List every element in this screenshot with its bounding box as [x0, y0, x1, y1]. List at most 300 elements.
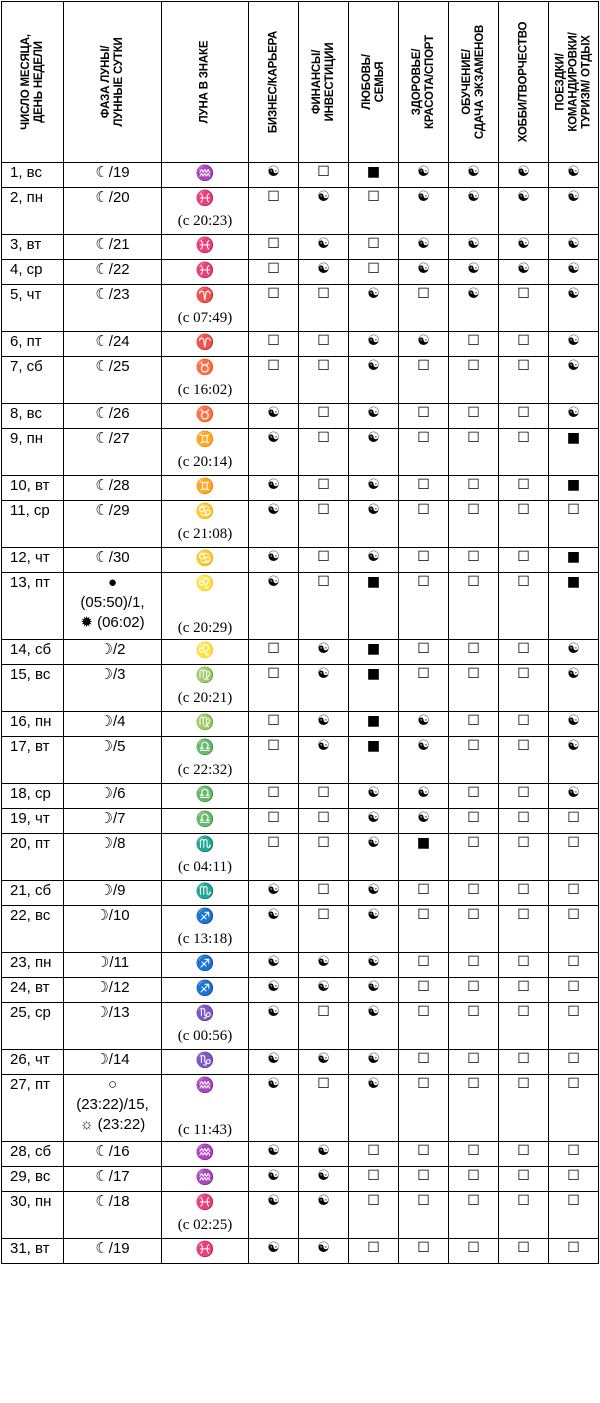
hobby-rating-cell: ☐ [499, 665, 549, 712]
study-rating-cell: ☐ [449, 1142, 499, 1167]
travel-rating-cell: ☐ [549, 1003, 599, 1050]
finance-rating-cell: ☐ [299, 881, 349, 906]
table-row [2, 1142, 599, 1167]
date-cell: 31, вт [2, 1239, 64, 1264]
business-rating-cell: ☐ [249, 357, 299, 404]
love-rating-cell: ☯ [349, 809, 399, 834]
hobby-rating-cell: ☐ [499, 332, 549, 357]
love-rating-cell: ☯ [349, 1050, 399, 1075]
zodiac-sign-cell: ♌ [162, 640, 249, 665]
moon-phase-cell: ● (05:50)/1, ✹ (06:02) [64, 573, 162, 640]
hobby-rating-cell: ☐ [499, 640, 549, 665]
calendar-body [2, 163, 599, 1264]
finance-rating-cell: ☐ [299, 906, 349, 953]
header-travel [549, 2, 599, 163]
zodiac-sign-cell: ♊ [162, 476, 249, 501]
health-rating-cell: ☐ [399, 1050, 449, 1075]
travel-rating-cell: ☐ [549, 501, 599, 548]
business-rating-cell: ☯ [249, 1003, 299, 1050]
table-row [2, 404, 599, 429]
hobby-rating-cell: ☯ [499, 163, 549, 188]
travel-rating-cell: ☐ [549, 834, 599, 881]
study-rating-cell: ☐ [449, 501, 499, 548]
table-row [2, 1075, 599, 1142]
zodiac-sign-cell: ♓ (с 20:23) [162, 188, 249, 235]
business-rating-cell: ☯ [249, 1167, 299, 1192]
date-cell: 26, чт [2, 1050, 64, 1075]
finance-rating-cell: ☐ [299, 548, 349, 573]
zodiac-sign-cell: ♒ [162, 1142, 249, 1167]
moon-phase-cell: ☽/12 [64, 978, 162, 1003]
travel-rating-cell: ☐ [549, 1167, 599, 1192]
finance-rating-cell: ☯ [299, 1142, 349, 1167]
finance-rating-cell: ☯ [299, 1050, 349, 1075]
business-rating-cell: ☐ [249, 260, 299, 285]
date-cell: 6, пт [2, 332, 64, 357]
love-rating-cell: ☐ [349, 260, 399, 285]
travel-rating-cell: ☐ [549, 1142, 599, 1167]
date-cell: 12, чт [2, 548, 64, 573]
love-rating-cell: ■ [349, 163, 399, 188]
business-rating-cell: ☐ [249, 332, 299, 357]
header-business [249, 2, 299, 163]
health-rating-cell: ☐ [399, 1142, 449, 1167]
table-row [2, 429, 599, 476]
moon-phase-cell: ☾/19 [64, 163, 162, 188]
header-row [2, 2, 599, 163]
business-rating-cell: ☐ [249, 235, 299, 260]
health-rating-cell: ☐ [399, 548, 449, 573]
travel-rating-cell: ☐ [549, 881, 599, 906]
finance-rating-cell: ☐ [299, 163, 349, 188]
date-cell: 11, ср [2, 501, 64, 548]
table-row [2, 1050, 599, 1075]
love-rating-cell: ☯ [349, 429, 399, 476]
study-rating-cell: ☯ [449, 260, 499, 285]
hobby-rating-cell: ☐ [499, 784, 549, 809]
header-finance-label: ФИНАНСЫ/ ИНВЕСТИЦИИ [310, 42, 336, 122]
date-cell: 22, вс [2, 906, 64, 953]
health-rating-cell: ☐ [399, 906, 449, 953]
travel-rating-cell: ■ [549, 548, 599, 573]
finance-rating-cell: ☯ [299, 1167, 349, 1192]
header-finance [299, 2, 349, 163]
zodiac-sign-cell: ♈ [162, 332, 249, 357]
table-row [2, 476, 599, 501]
table-row [2, 665, 599, 712]
love-rating-cell: ☯ [349, 834, 399, 881]
hobby-rating-cell: ☯ [499, 235, 549, 260]
table-row [2, 1003, 599, 1050]
table-row [2, 640, 599, 665]
date-cell: 5, чт [2, 285, 64, 332]
love-rating-cell: ☯ [349, 501, 399, 548]
study-rating-cell: ☐ [449, 737, 499, 784]
moon-phase-cell: ☾/24 [64, 332, 162, 357]
date-cell: 7, сб [2, 357, 64, 404]
health-rating-cell: ☯ [399, 163, 449, 188]
love-rating-cell: ☯ [349, 881, 399, 906]
moon-phase-cell: ○ (23:22)/15, ☼ (23:22) [64, 1075, 162, 1142]
zodiac-sign-cell: ♎ [162, 809, 249, 834]
table-row [2, 332, 599, 357]
travel-rating-cell: ■ [549, 476, 599, 501]
table-row [2, 1167, 599, 1192]
hobby-rating-cell: ☐ [499, 1192, 549, 1239]
zodiac-sign-cell: ♒ [162, 1167, 249, 1192]
love-rating-cell: ☯ [349, 978, 399, 1003]
love-rating-cell: ☯ [349, 332, 399, 357]
date-cell: 17, вт [2, 737, 64, 784]
finance-rating-cell: ☐ [299, 501, 349, 548]
business-rating-cell: ☯ [249, 1239, 299, 1264]
health-rating-cell: ☐ [399, 357, 449, 404]
date-cell: 9, пн [2, 429, 64, 476]
header-health-label: ЗДОРОВЬЕ/ КРАСОТА/СПОРТ [410, 35, 436, 129]
business-rating-cell: ☯ [249, 163, 299, 188]
health-rating-cell: ☐ [399, 1192, 449, 1239]
date-cell: 23, пн [2, 953, 64, 978]
travel-rating-cell: ☯ [549, 784, 599, 809]
travel-rating-cell: ☯ [549, 357, 599, 404]
study-rating-cell: ☯ [449, 163, 499, 188]
table-row [2, 357, 599, 404]
header-sign [162, 2, 249, 163]
table-row [2, 881, 599, 906]
zodiac-sign-cell: ♏ [162, 881, 249, 906]
moon-phase-cell: ☽/3 [64, 665, 162, 712]
finance-rating-cell: ☯ [299, 978, 349, 1003]
date-cell: 21, сб [2, 881, 64, 906]
table-row [2, 1192, 599, 1239]
travel-rating-cell: ☯ [549, 404, 599, 429]
business-rating-cell: ☯ [249, 906, 299, 953]
study-rating-cell: ☐ [449, 1167, 499, 1192]
study-rating-cell: ☐ [449, 476, 499, 501]
zodiac-sign-cell: ♑ [162, 1050, 249, 1075]
finance-rating-cell: ☐ [299, 1003, 349, 1050]
date-cell: 13, пт [2, 573, 64, 640]
zodiac-sign-cell: ♓ (с 02:25) [162, 1192, 249, 1239]
finance-rating-cell: ☐ [299, 1075, 349, 1142]
moon-phase-cell: ☽/2 [64, 640, 162, 665]
travel-rating-cell: ☐ [549, 906, 599, 953]
hobby-rating-cell: ☐ [499, 1167, 549, 1192]
date-cell: 4, ср [2, 260, 64, 285]
business-rating-cell: ☯ [249, 501, 299, 548]
moon-phase-cell: ☾/16 [64, 1142, 162, 1167]
love-rating-cell: ■ [349, 712, 399, 737]
hobby-rating-cell: ☐ [499, 285, 549, 332]
study-rating-cell: ☐ [449, 978, 499, 1003]
hobby-rating-cell: ☐ [499, 978, 549, 1003]
business-rating-cell: ☐ [249, 834, 299, 881]
study-rating-cell: ☐ [449, 906, 499, 953]
health-rating-cell: ☐ [399, 1003, 449, 1050]
table-row [2, 953, 599, 978]
header-date [2, 2, 64, 163]
moon-phase-cell: ☽/8 [64, 834, 162, 881]
finance-rating-cell: ☯ [299, 712, 349, 737]
table-row [2, 285, 599, 332]
love-rating-cell: ☯ [349, 784, 399, 809]
business-rating-cell: ☐ [249, 188, 299, 235]
finance-rating-cell: ☐ [299, 357, 349, 404]
moon-phase-cell: ☽/5 [64, 737, 162, 784]
zodiac-sign-cell: ♈ (с 07:49) [162, 285, 249, 332]
hobby-rating-cell: ☯ [499, 260, 549, 285]
health-rating-cell: ☯ [399, 235, 449, 260]
health-rating-cell: ☐ [399, 1239, 449, 1264]
moon-phase-cell: ☾/23 [64, 285, 162, 332]
moon-phase-cell: ☽/4 [64, 712, 162, 737]
business-rating-cell: ☯ [249, 476, 299, 501]
study-rating-cell: ☐ [449, 357, 499, 404]
hobby-rating-cell: ☐ [499, 548, 549, 573]
table-row [2, 548, 599, 573]
travel-rating-cell: ☐ [549, 1075, 599, 1142]
business-rating-cell: ☐ [249, 712, 299, 737]
finance-rating-cell: ☯ [299, 188, 349, 235]
health-rating-cell: ☯ [399, 784, 449, 809]
zodiac-sign-cell: ♋ [162, 548, 249, 573]
study-rating-cell: ☐ [449, 1239, 499, 1264]
business-rating-cell: ☯ [249, 429, 299, 476]
hobby-rating-cell: ☐ [499, 429, 549, 476]
study-rating-cell: ☐ [449, 1192, 499, 1239]
business-rating-cell: ☯ [249, 1142, 299, 1167]
header-hobby [499, 2, 549, 163]
date-cell: 3, вт [2, 235, 64, 260]
moon-phase-cell: ☾/25 [64, 357, 162, 404]
moon-phase-cell: ☽/9 [64, 881, 162, 906]
zodiac-sign-cell: ♎ (с 22:32) [162, 737, 249, 784]
finance-rating-cell: ☯ [299, 1192, 349, 1239]
study-rating-cell: ☐ [449, 881, 499, 906]
study-rating-cell: ☐ [449, 953, 499, 978]
business-rating-cell: ☐ [249, 640, 299, 665]
date-cell: 25, ср [2, 1003, 64, 1050]
date-cell: 24, вт [2, 978, 64, 1003]
zodiac-sign-cell: ♑ (с 00:56) [162, 1003, 249, 1050]
travel-rating-cell: ☯ [549, 285, 599, 332]
finance-rating-cell: ☯ [299, 640, 349, 665]
finance-rating-cell: ☐ [299, 429, 349, 476]
travel-rating-cell: ☐ [549, 1239, 599, 1264]
travel-rating-cell: ☯ [549, 712, 599, 737]
study-rating-cell: ☐ [449, 548, 499, 573]
love-rating-cell: ☯ [349, 1075, 399, 1142]
zodiac-sign-cell: ♍ (с 20:21) [162, 665, 249, 712]
moon-phase-cell: ☽/7 [64, 809, 162, 834]
table-row [2, 809, 599, 834]
travel-rating-cell: ☐ [549, 1192, 599, 1239]
moon-phase-cell: ☾/22 [64, 260, 162, 285]
business-rating-cell: ☯ [249, 404, 299, 429]
study-rating-cell: ☐ [449, 332, 499, 357]
business-rating-cell: ☯ [249, 573, 299, 640]
study-rating-cell: ☐ [449, 1050, 499, 1075]
header-sign-label: ЛУНА В ЗНАКЕ [198, 40, 211, 124]
header-business-label: БИЗНЕС/КАРЬЕРА [267, 30, 279, 134]
table-row [2, 235, 599, 260]
business-rating-cell: ☯ [249, 548, 299, 573]
health-rating-cell: ☐ [399, 953, 449, 978]
date-cell: 29, вс [2, 1167, 64, 1192]
moon-phase-cell: ☾/18 [64, 1192, 162, 1239]
zodiac-sign-cell: ♉ [162, 404, 249, 429]
zodiac-sign-cell: ♓ [162, 235, 249, 260]
hobby-rating-cell: ☐ [499, 1075, 549, 1142]
travel-rating-cell: ☯ [549, 188, 599, 235]
header-hobby-label: ХОББИ/ТВОРЧЕСТВО [517, 21, 529, 143]
finance-rating-cell: ☐ [299, 332, 349, 357]
health-rating-cell: ■ [399, 834, 449, 881]
date-cell: 14, сб [2, 640, 64, 665]
table-row [2, 573, 599, 640]
health-rating-cell: ☯ [399, 809, 449, 834]
business-rating-cell: ☐ [249, 737, 299, 784]
study-rating-cell: ☯ [449, 285, 499, 332]
business-rating-cell: ☐ [249, 809, 299, 834]
travel-rating-cell: ☯ [549, 737, 599, 784]
study-rating-cell: ☐ [449, 784, 499, 809]
header-phase-label: ФАЗА ЛУНЫ/ ЛУННЫЕ СУТКИ [99, 37, 125, 127]
finance-rating-cell: ☯ [299, 953, 349, 978]
finance-rating-cell: ☐ [299, 784, 349, 809]
finance-rating-cell: ☐ [299, 809, 349, 834]
love-rating-cell: ☯ [349, 404, 399, 429]
travel-rating-cell: ☯ [549, 260, 599, 285]
hobby-rating-cell: ☐ [499, 881, 549, 906]
finance-rating-cell: ☯ [299, 665, 349, 712]
zodiac-sign-cell: ♒ [162, 163, 249, 188]
study-rating-cell: ☐ [449, 1003, 499, 1050]
hobby-rating-cell: ☐ [499, 1050, 549, 1075]
zodiac-sign-cell: ♓ [162, 260, 249, 285]
finance-rating-cell: ☐ [299, 404, 349, 429]
business-rating-cell: ☐ [249, 784, 299, 809]
love-rating-cell: ☯ [349, 548, 399, 573]
date-cell: 2, пн [2, 188, 64, 235]
love-rating-cell: ☐ [349, 188, 399, 235]
table-row [2, 978, 599, 1003]
moon-phase-cell: ☽/6 [64, 784, 162, 809]
moon-phase-cell: ☾/19 [64, 1239, 162, 1264]
finance-rating-cell: ☐ [299, 573, 349, 640]
zodiac-sign-cell: ♐ (с 13:18) [162, 906, 249, 953]
love-rating-cell: ☯ [349, 953, 399, 978]
zodiac-sign-cell: ♒ (с 11:43) [162, 1075, 249, 1142]
love-rating-cell: ■ [349, 665, 399, 712]
health-rating-cell: ☐ [399, 665, 449, 712]
lunar-calendar-table [1, 1, 599, 1264]
hobby-rating-cell: ☐ [499, 953, 549, 978]
study-rating-cell: ☐ [449, 429, 499, 476]
business-rating-cell: ☯ [249, 953, 299, 978]
zodiac-sign-cell: ♎ [162, 784, 249, 809]
health-rating-cell: ☐ [399, 404, 449, 429]
zodiac-sign-cell: ♉ (с 16:02) [162, 357, 249, 404]
moon-phase-cell: ☾/29 [64, 501, 162, 548]
moon-phase-cell: ☾/28 [64, 476, 162, 501]
hobby-rating-cell: ☐ [499, 1003, 549, 1050]
study-rating-cell: ☐ [449, 573, 499, 640]
health-rating-cell: ☐ [399, 640, 449, 665]
table-row [2, 188, 599, 235]
hobby-rating-cell: ☯ [499, 188, 549, 235]
moon-phase-cell: ☾/17 [64, 1167, 162, 1192]
hobby-rating-cell: ☐ [499, 404, 549, 429]
date-cell: 15, вс [2, 665, 64, 712]
business-rating-cell: ☐ [249, 665, 299, 712]
zodiac-sign-cell: ♌ (с 20:29) [162, 573, 249, 640]
table-row [2, 906, 599, 953]
health-rating-cell: ☯ [399, 260, 449, 285]
study-rating-cell: ☐ [449, 665, 499, 712]
love-rating-cell: ☐ [349, 235, 399, 260]
hobby-rating-cell: ☐ [499, 906, 549, 953]
table-row [2, 260, 599, 285]
love-rating-cell: ☯ [349, 476, 399, 501]
health-rating-cell: ☐ [399, 1167, 449, 1192]
moon-phase-cell: ☾/20 [64, 188, 162, 235]
table-row [2, 1239, 599, 1264]
header-study-label: ОБУЧЕНИЕ/ СДАЧА ЭКЗАМЕНОВ [460, 24, 486, 140]
study-rating-cell: ☐ [449, 834, 499, 881]
date-cell: 18, ср [2, 784, 64, 809]
date-cell: 27, пт [2, 1075, 64, 1142]
travel-rating-cell: ☯ [549, 235, 599, 260]
travel-rating-cell: ■ [549, 573, 599, 640]
moon-phase-cell: ☾/30 [64, 548, 162, 573]
header-travel-label: ПОЕЗДКИ/ КОМАНДИРОВКИ/ ТУРИЗМ/ ОТДЫХ [554, 32, 592, 132]
love-rating-cell: ■ [349, 737, 399, 784]
moon-phase-cell: ☽/10 [64, 906, 162, 953]
love-rating-cell: ☐ [349, 1142, 399, 1167]
travel-rating-cell: ☐ [549, 809, 599, 834]
table-row [2, 737, 599, 784]
date-cell: 8, вс [2, 404, 64, 429]
finance-rating-cell: ☯ [299, 1239, 349, 1264]
health-rating-cell: ☐ [399, 1075, 449, 1142]
health-rating-cell: ☐ [399, 285, 449, 332]
travel-rating-cell: ☐ [549, 978, 599, 1003]
hobby-rating-cell: ☐ [499, 1239, 549, 1264]
business-rating-cell: ☯ [249, 1192, 299, 1239]
finance-rating-cell: ☐ [299, 285, 349, 332]
love-rating-cell: ☐ [349, 1167, 399, 1192]
header-love [349, 2, 399, 163]
love-rating-cell: ☐ [349, 1192, 399, 1239]
date-cell: 16, пн [2, 712, 64, 737]
study-rating-cell: ☯ [449, 188, 499, 235]
header-study [449, 2, 499, 163]
moon-phase-cell: ☾/26 [64, 404, 162, 429]
hobby-rating-cell: ☐ [499, 357, 549, 404]
health-rating-cell: ☐ [399, 978, 449, 1003]
love-rating-cell: ■ [349, 640, 399, 665]
hobby-rating-cell: ☐ [499, 573, 549, 640]
health-rating-cell: ☯ [399, 737, 449, 784]
date-cell: 28, сб [2, 1142, 64, 1167]
date-cell: 30, пн [2, 1192, 64, 1239]
date-cell: 20, пт [2, 834, 64, 881]
study-rating-cell: ☐ [449, 809, 499, 834]
date-cell: 10, вт [2, 476, 64, 501]
health-rating-cell: ☐ [399, 429, 449, 476]
zodiac-sign-cell: ♋ (с 21:08) [162, 501, 249, 548]
